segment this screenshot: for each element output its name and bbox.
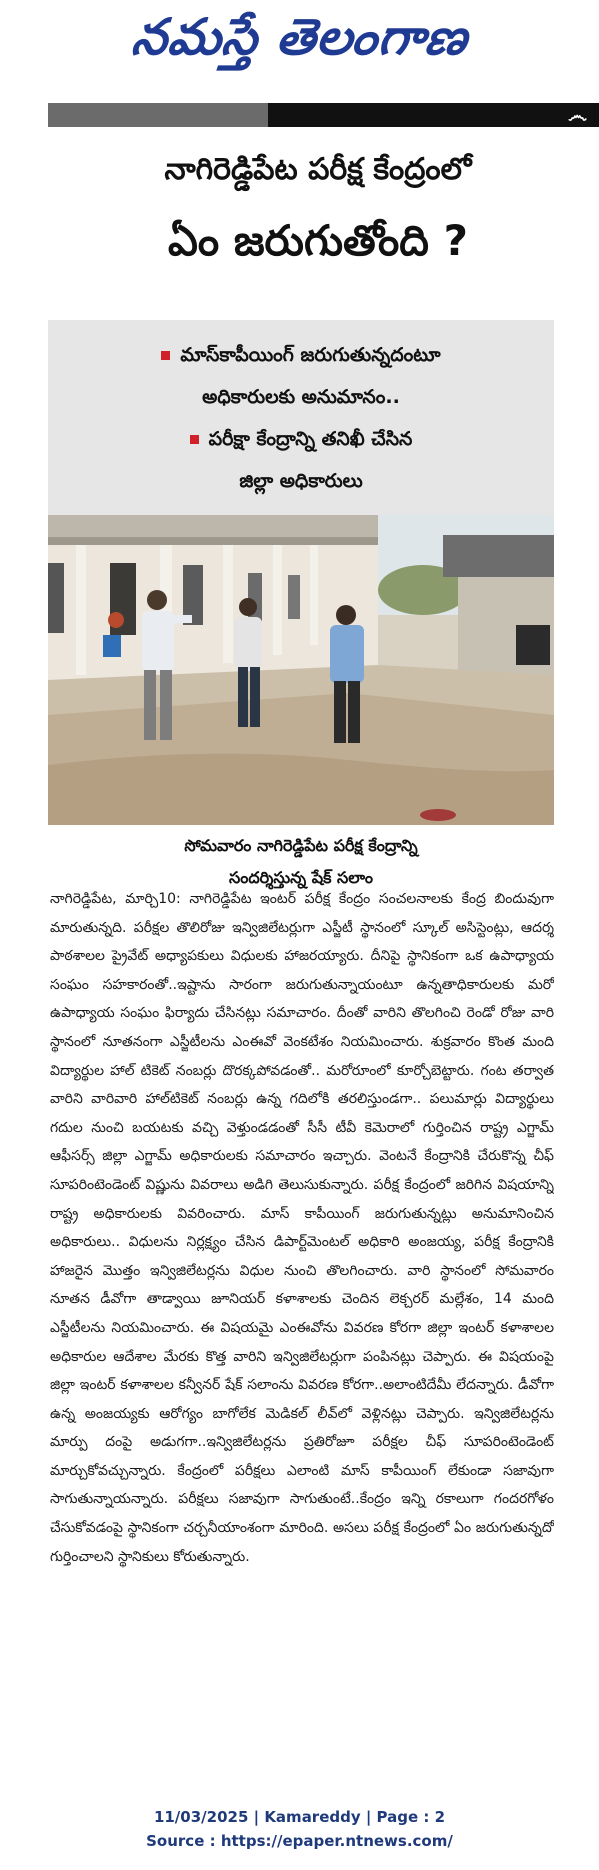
bullet-icon [161,351,170,360]
article-headline [48,140,588,282]
news-photo [48,515,554,825]
masthead-bar-accent [48,103,268,127]
caption-line-1: సోమవారం నాగిరెడ్డిపేట పరీక్ష కేంద్రాన్ని [184,836,418,855]
headline-line-2: ఏం జరుగుతోంది ? [168,216,468,265]
kicker-2-text: పరీక్షా కేంద్రాన్ని తనిఖీ చేసిన [208,428,413,450]
page-footer [0,1805,599,1853]
newspaper-logo: నమస్తే తెలంగాణ [129,8,471,66]
kicker-1-text: మాస్‌కాపీయింగ్ జరుగుతున్నదంటూ [180,344,441,366]
footer-source-link[interactable]: Source : https://epaper.ntnews.com/ [146,1832,453,1850]
caption-line-2: సందర్శిస్తున్న షేక్ సలాం [229,868,373,887]
kicker-1-line-1 [68,334,534,376]
kicker-2-line-2: జిల్లా అధికారులు [239,470,363,492]
masthead-bar-glyph: ෴ [568,103,587,127]
kicker-box [48,320,554,515]
article-body: నాగిరెడ్డిపేట, మార్చి10: నాగిరెడ్డిపేట ఇంటర్ పరీక్ష కేంద్రం సంచలనాలకు కేంద్ర బిందువుగా మారుతున్నది. పరీక్షల తొలిరోజు ఇన్విజిలేటర్లుగా ఎస్జీటీ స్థానంలో స్కూల్ అసిస్టెంట్లు, ఆదర్శ పాఠశాలల ప్రైవేట్ అధ్యాపకులు విధులకు హాజరయ్యారు. దీనిపై స్థానికంగా ఒక ఉపాధ్యాయ సంఘం సహకారంతో..ఇష్టాను సారంగా జరుగుతున్నాయంటూ ఉన్నతాధికారులకు మరో ఉపాధ్యాయ సంఘం ఫిర్యాదు చేసినట్లు సమాచారం. దీంతో వారిని తొలగించి రెండో రోజు వారి స్థానంలో నూతనంగా ఎస్జీటీలను ఎంఈవో వెంకటేశం నియమించారు. శుక్రవారం కొంత మంది విద్యార్థుల హాల్ టికెట్ నంబర్లు దొరక్కపోవడంతో.. మరోరూంలో కూర్చోబెట్టారు. గంట తర్వాత వారిని వారివారి హాల్‌టికెట్ నంబర్లు ఉన్న గదిలోకి తరలిస్తుండగా.. పలుమార్లు విద్యార్థులు గదుల నుంచి బయటకు వచ్చి వెళ్తుండడంతో సీసీ టీవీ కెమెరాలో గుర్తించిన రాష్ట్ర ఎగ్జామ్ ఆఫీసర్స్ జిల్లా ఎగ్జామ్ అధికారులకు సమాచారం ఇచ్చారు. వెంటనే కేంద్రానికి చేరుకొన్న చీఫ్ సూపరింటెండెంట్ విష్ణును వివరాలు అడిగి తెలుసుకున్నారు. పరీక్ష కేంద్రంలో జరిగిన విషయాన్ని రాష్ట్ర అధికారులకు వివరించారు. మాస్ కాపీయింగ్ జరుగుతున్నట్లు అనుమానించిన అధికారులు.. విధులను నిర్లక్ష్యం చేసిన డిపార్ట్‌మెంటల్ అధికారి అంజయ్య, పరీక్ష కేంద్రానికి హాజరైన మొత్తం ఇన్విజిలేటర్లను విధుల నుంచి తొలగించారు. వారి స్థానంలో సోమవారం నూతన డీవోగా తాడ్వాయి జూనియర్ కళాశాలకు చెందిన లెక్చరర్ మల్లేశం, 14 మంది ఎస్జీటీలను నియమించారు. ఈ విషయమై ఎంఈవోను వివరణ కోరగా జిల్లా ఇంటర్ కళాశాలల అధికారుల ఆదేశాల మేరకు కొత్త వారిని ఇన్విజిలేటర్లుగా పంపినట్లు చెప్పారు. ఈ విషయంపై జిల్లా ఇంటర్ కళాశాలల కన్వీనర్ షేక్ సలాంను వివరణ కోరగా..అలాంటిదేమీ లేదన్నారు. డీవోగా ఉన్న అంజయ్యకు ఆరోగ్యం బాగోలేక మెడికల్ లీవ్‌లో వెళ్లినట్లు చెప్పారు. ఇన్విజిలేటర్లను మార్పు దంపై అడుగగా..ఇన్విజిలేటర్లను ప్రతిరోజూ పరీక్షల చీఫ్ సూపరింటెండెంట్ మార్చుకోవచ్చున్నారు. కేంద్రంలో పరీక్షలు ఎలాంటి మాస్ కాపీయింగ్ లేకుండా సజావుగా సాగుతున్నాయన్నారు. పరీక్షలు సజావుగా సాగుతుంటే..కేంద్రం ఇన్ని రకాలుగా గందరగోళం చేసుకోవడంపై స్థానికంగా చర్చనీయాంశంగా మారింది. అసలు పరీక్ష కేంద్రంలో ఏం జరుగుతున్నదో గుర్తించాలని స్థానికులు కోరుతున్నారు. [50,891,554,1565]
footer-edition-info: 11/03/2025 | Kamareddy | Page : 2 [153,1808,446,1826]
masthead [0,0,599,100]
kicker-1-line-2: అధికారులకు అనుమానం.. [202,386,400,408]
headline-line-1: నాగిరెడ్డిపేట పరీక్ష కేంద్రంలో [164,152,472,187]
bullet-icon [190,435,199,444]
kicker-2-line-1 [68,418,534,460]
